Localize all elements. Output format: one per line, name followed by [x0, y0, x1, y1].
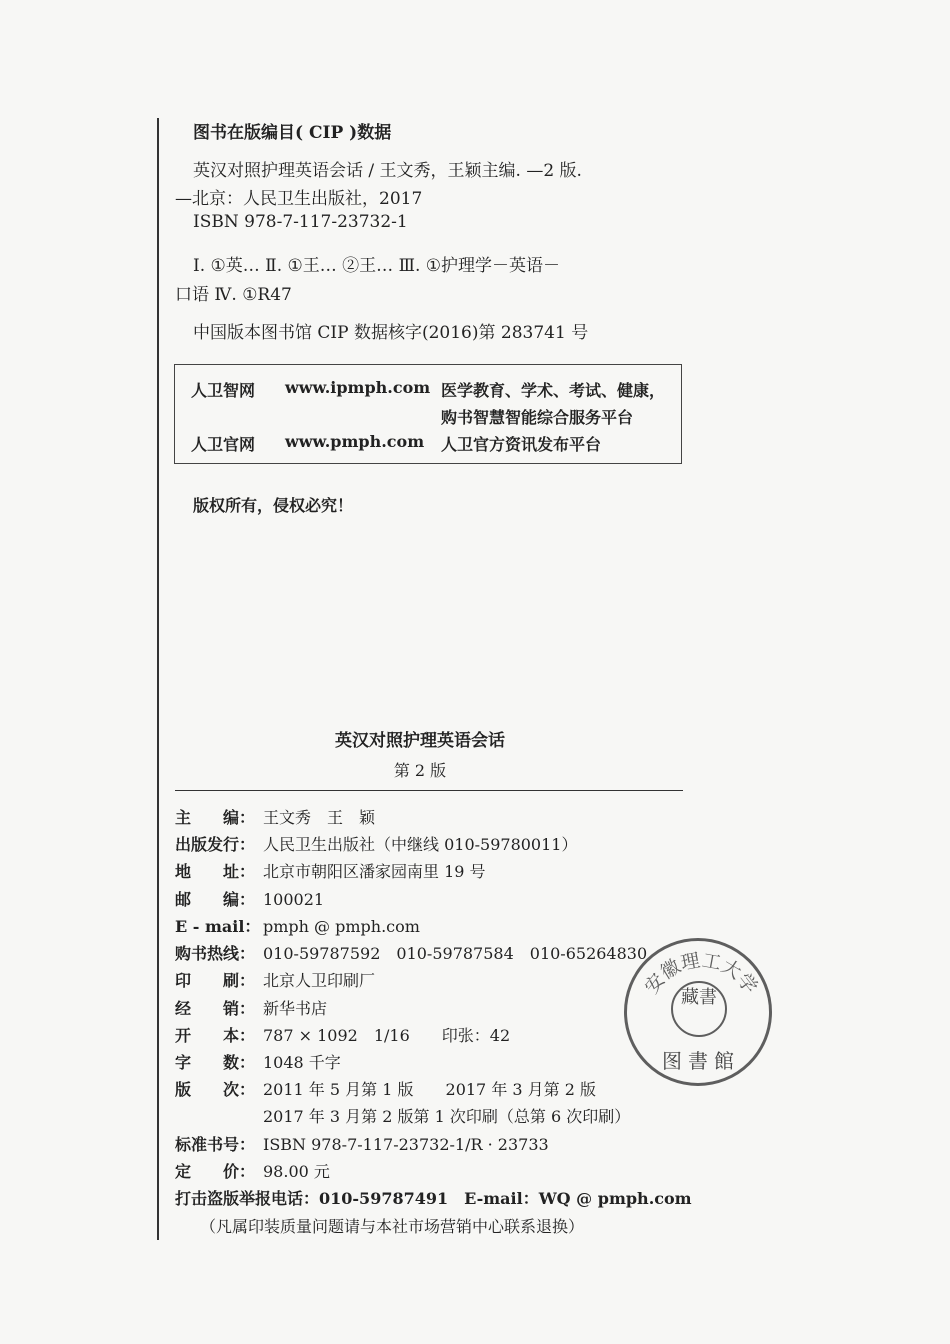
- cip-record-number: 中国版本图书馆 CIP 数据核字(2016)第 283741 号: [193, 323, 589, 343]
- colophon-edition-2: [263, 1105, 630, 1129]
- format-label: 开 本：: [175, 1026, 256, 1045]
- colophon-isbn: [175, 1133, 549, 1157]
- email-label: E - mail：: [175, 917, 261, 936]
- box-desc-1b: 购书智慧智能综合服务平台: [441, 408, 634, 427]
- hotline-label: 购书热线：: [175, 944, 256, 963]
- cip-line-2: —北京：人民卫生出版社，2017: [175, 189, 423, 209]
- colophon-returns: [200, 1215, 584, 1239]
- cip-classification: Ⅰ. ①英… Ⅱ. ①王… ②王… Ⅲ. ①护理学－英语－: [193, 256, 561, 276]
- colophon-postcode: [175, 888, 324, 912]
- colophon-words: [175, 1051, 341, 1075]
- stamp-center: 藏書: [671, 981, 727, 1037]
- postcode-value: 100021: [263, 890, 325, 909]
- box-desc-1a: 医学教育、学术、考试、健康，: [441, 381, 666, 400]
- cip-line-1: 英汉对照护理英语会话 / 王文秀，王颖主编. —2 版.: [193, 161, 582, 181]
- piracy-label: 打击盗版举报电话：: [175, 1189, 320, 1208]
- edition-label: 版 次：: [175, 1080, 256, 1099]
- edition-value-1: 2011 年 5 月第 1 版 2017 年 3 月第 2 版: [263, 1080, 597, 1099]
- colophon-printer: [175, 969, 375, 993]
- box-name-1: 人卫智网: [191, 381, 256, 400]
- address-value: 北京市朝阳区潘家园南里 19 号: [263, 862, 486, 881]
- colophon-format: [175, 1024, 510, 1048]
- box-name-2: 人卫官网: [191, 435, 256, 454]
- address-label: 地 址：: [175, 862, 256, 881]
- colophon-publisher: [175, 833, 577, 857]
- cip-isbn: ISBN 978-7-117-23732-1: [193, 212, 408, 232]
- colophon-email: [175, 915, 420, 939]
- words-value: 1048 千字: [263, 1053, 341, 1072]
- box-url-1[interactable]: www.ipmph.com: [285, 378, 431, 397]
- box-desc-2: 人卫官方资讯发布平台: [441, 435, 602, 454]
- stamp-bottom: 图書館: [662, 1049, 740, 1073]
- colophon-price: [175, 1160, 330, 1184]
- stamp-ring-label: 安徽理工大学: [640, 949, 762, 998]
- box-url-2[interactable]: www.pmph.com: [285, 432, 425, 451]
- email-value[interactable]: pmph @ pmph.com: [263, 917, 420, 936]
- printer-label: 印 刷：: [175, 971, 256, 990]
- colophon-address: [175, 860, 486, 884]
- publisher-label: 出版发行：: [175, 835, 256, 854]
- distributor-value: 新华书店: [263, 999, 328, 1018]
- hotline-value: 010-59787592 010-59787584 010-65264830: [263, 944, 648, 963]
- isbn-value: ISBN 978-7-117-23732-1/R · 23733: [263, 1135, 549, 1154]
- words-label: 字 数：: [175, 1053, 256, 1072]
- isbn-label: 标准书号：: [175, 1135, 256, 1154]
- edition-value-2: 2017 年 3 月第 2 版第 1 次印刷（总第 6 次印刷）: [263, 1107, 631, 1126]
- distributor-label: 经 销：: [175, 999, 256, 1018]
- cip-title: 图书在版编目( CIP )数据: [193, 123, 392, 143]
- printer-value: 北京人卫印刷厂: [263, 971, 376, 990]
- cip-classification-cont: 口语 Ⅳ. ①R47: [175, 285, 292, 305]
- website-info-box: [174, 364, 682, 464]
- returns-note: （凡属印装质量问题请与本社市场营销中心联系退换）: [200, 1217, 585, 1236]
- publisher-value: 人民卫生出版社（中继线 010-59780011）: [263, 835, 578, 854]
- colophon-piracy: [175, 1187, 692, 1211]
- piracy-value: 010-59787491 E-mail：WQ @ pmph.com: [319, 1189, 692, 1208]
- copyright-notice: 版权所有，侵权必究！: [193, 496, 354, 515]
- price-value: 98.00 元: [263, 1162, 330, 1181]
- library-stamp: [624, 938, 772, 1086]
- format-value: 787 × 1092 1/16 印张：42: [263, 1026, 511, 1045]
- margin-rule: [157, 118, 159, 1240]
- price-label: 定 价：: [175, 1162, 256, 1181]
- colophon-distributor: [175, 997, 327, 1021]
- colophon-edition: [175, 1078, 596, 1102]
- editor-label: 主 编：: [175, 808, 256, 827]
- book-edition: 第 2 版: [393, 761, 447, 780]
- book-title: 英汉对照护理英语会话: [335, 731, 505, 751]
- colophon-hotline: [175, 942, 647, 966]
- colophon-editor: [175, 806, 375, 830]
- divider: [175, 790, 683, 791]
- editor-value: 王文秀 王 颖: [263, 808, 376, 827]
- postcode-label: 邮 编：: [175, 890, 256, 909]
